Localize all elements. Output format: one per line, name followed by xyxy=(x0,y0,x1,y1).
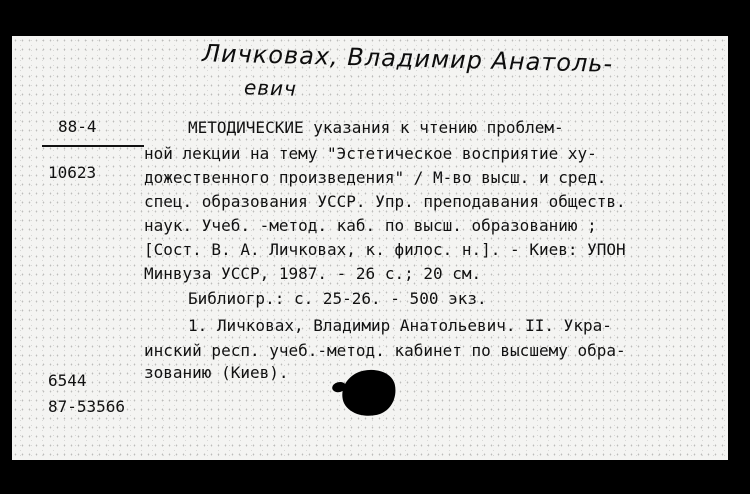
handwritten-author-line-2: евич xyxy=(243,75,298,101)
entry-line-2: ной лекции на тему "Эстетическое восприятие ху- xyxy=(144,144,597,163)
ink-blot xyxy=(338,365,400,421)
catalog-card xyxy=(12,36,728,460)
entry-line-4: спец. образования УССР. Упр. преподавания обществ. xyxy=(144,192,626,211)
accession-number-2: 87-53566 xyxy=(48,397,126,416)
call-number-top: 88-4 xyxy=(58,117,97,136)
entry-line-8: Библиогр.: с. 25-26. - 500 экз. xyxy=(188,289,487,308)
entry-line-7: Минвуза УССР, 1987. - 26 с.; 20 см. xyxy=(144,264,482,283)
entry-line-1: МЕТОДИЧЕСКИЕ указания к чтению проблем- xyxy=(188,118,564,137)
handwritten-author-line-1: Личковах, Владимир Анатоль- xyxy=(201,39,614,78)
entry-line-9: 1. Личковах, Владимир Анатольевич. II. Укра- xyxy=(188,316,612,335)
entry-line-5: наук. Учеб. -метод. каб. по высш. образованию ; xyxy=(144,216,597,235)
entry-line-3: дожественного произведения" / М-во высш. и сред. xyxy=(144,168,607,187)
entry-line-11: зованию (Киев). xyxy=(144,363,289,382)
entry-line-6: [Сост. В. А. Личковах, к. филос. н.]. - Киев: УПОН xyxy=(144,240,626,259)
accession-number-1: 6544 xyxy=(48,371,87,390)
call-number-bottom: 10623 xyxy=(48,163,97,182)
call-number-divider xyxy=(42,145,144,147)
entry-line-10: инский респ. учеб.-метод. кабинет по высшему обра- xyxy=(144,341,626,360)
